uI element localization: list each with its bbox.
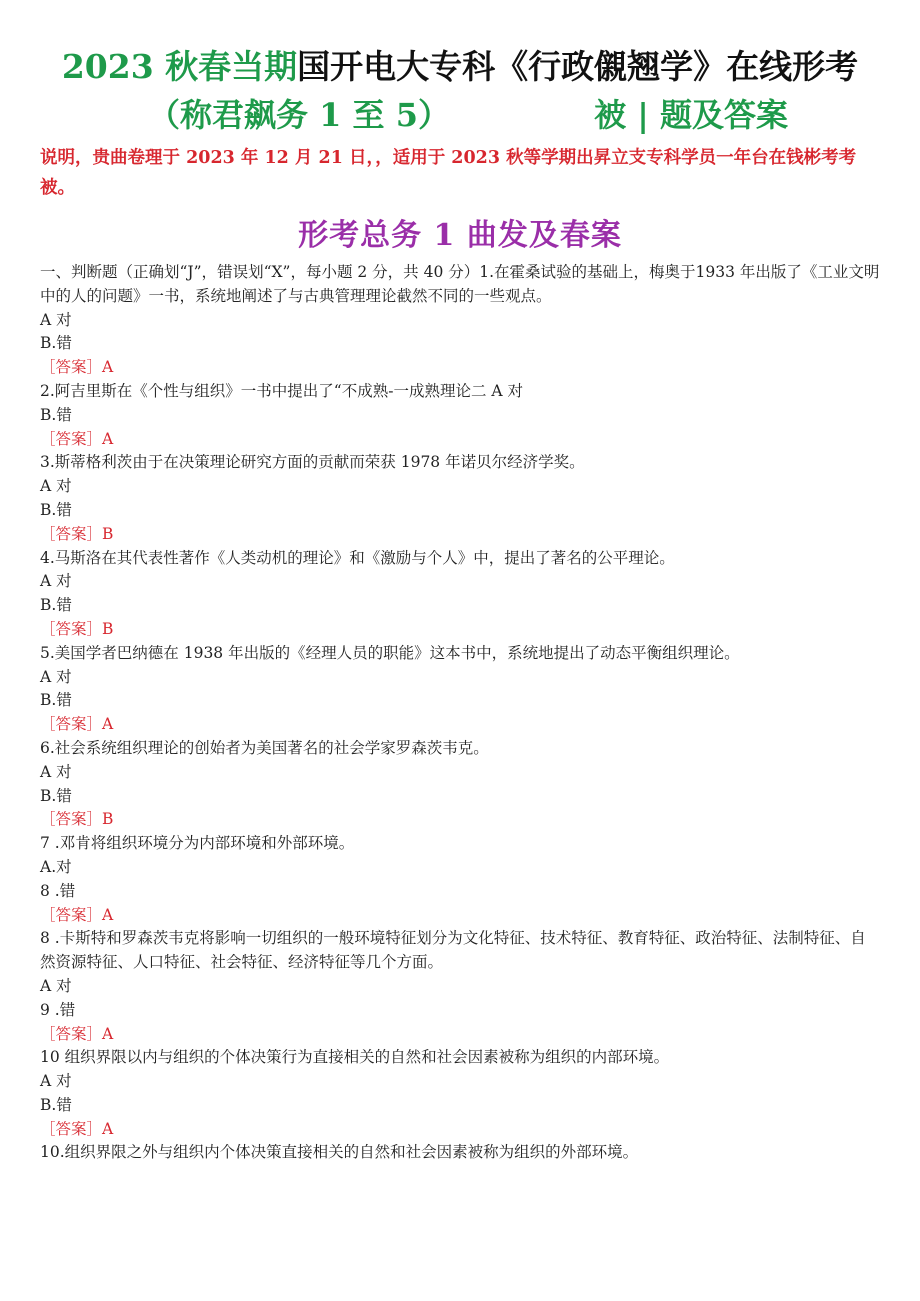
question-text: 3.斯蒂格利茨由于在决策理论研究方面的贡献而荣获 1978 年诺贝尔经济学奖。 [40, 453, 585, 472]
answer-label: ［答案］A [40, 1119, 114, 1138]
option-b: B.错 [40, 786, 72, 805]
option-a: A 对 [40, 762, 72, 781]
question-text: 8 .卡斯特和罗森茨韦克将影响一切组织的一般环境特征划分为文化特征、技术特征、教育特征、政治特征、法制特征、自然资源特征、人口特征、社会特征、经济特征等几个方面。 [40, 929, 866, 972]
option-b: B.错 [40, 500, 72, 519]
question-text: 4.马斯洛在其代表性著作《人类动机的理论》和《激励与个人》中，提出了著名的公平理论。 [40, 548, 675, 567]
title-task-range: （称君飙务 1 至 5） [148, 96, 450, 134]
question-text: 7 .邓肯将组织环境分为内部环境和外部环境。 [40, 834, 355, 853]
question-text: 6.社会系统组织理论的创始者为美国著名的社会学家罗森茨韦克。 [40, 738, 489, 757]
question-text: 5.美国学者巴纳德在 1938 年出版的《经理人员的职能》这本书中，系统地提出了动态平衡组织理论。 [40, 643, 740, 662]
option-b: B.错 [40, 596, 72, 615]
question-text: 2.阿吉里斯在《个性与组织》一书中提出了“不成熟-一成熟理论二 A 对 [40, 381, 523, 400]
option-b: B.错 [40, 691, 72, 710]
option-b: 8 .错 [40, 881, 76, 900]
question-list [40, 261, 880, 1165]
question-text: 10.组织界限之外与组织内个体决策直接相关的自然和社会因素被称为组织的外部环境。 [40, 1143, 639, 1162]
option-b: B.错 [40, 405, 72, 424]
answer-label: ［答案］A [40, 715, 114, 734]
title-suffix: 被 | 题及答案 [594, 96, 788, 134]
answer-label: ［答案］B [40, 524, 114, 543]
option-a: A 对 [40, 667, 72, 686]
title-main: 国开电大专科《行政儭翘学》在线形考 [297, 47, 859, 86]
answer-label: ［答案］A [40, 905, 114, 924]
option-b: 9 .错 [40, 1000, 76, 1019]
answer-label: ［答案］B [40, 619, 114, 638]
option-a: A 对 [40, 477, 72, 496]
answer-label: ［答案］A [40, 358, 114, 377]
answer-label: ［答案］B [40, 810, 114, 829]
option-b: B.错 [40, 1095, 72, 1114]
option-a: A 对 [40, 310, 72, 329]
document-title-line1 [0, 44, 920, 90]
section-intro: 一、判断题（正确划“J”，错误划“X”，每小题 2 分，共 40 分）1.在霍桑试验的基础上，梅奥于1933 年出版了《工业文明中的人的问题》一书，系统地阐述了与古典管理理论截然不同的一些观点。 [40, 263, 880, 305]
option-a: A 对 [40, 976, 72, 995]
option-b: B.错 [40, 334, 72, 353]
title-year-prefix: 2023 秋春当期 [61, 47, 298, 86]
question-text: 10 组织界限以内与组织的个体决策行为直接相关的自然和社会因素被称为组织的内部环境。 [40, 1048, 670, 1067]
answer-label: ［答案］A [40, 1024, 114, 1043]
description-note: 说明，贵曲卷理于 2023 年 12 月 21 日，，适用于 2023 秋等学期出昇立支专科学员一年台在钱彬考考被。 [40, 148, 857, 198]
section-title: 形考总务 1 曲发及春案 [298, 218, 622, 253]
document-title-line2 [148, 92, 808, 138]
option-a: A 对 [40, 572, 72, 591]
option-a: A.对 [40, 857, 72, 876]
option-a: A 对 [40, 1072, 72, 1091]
answer-label: ［答案］A [40, 429, 114, 448]
